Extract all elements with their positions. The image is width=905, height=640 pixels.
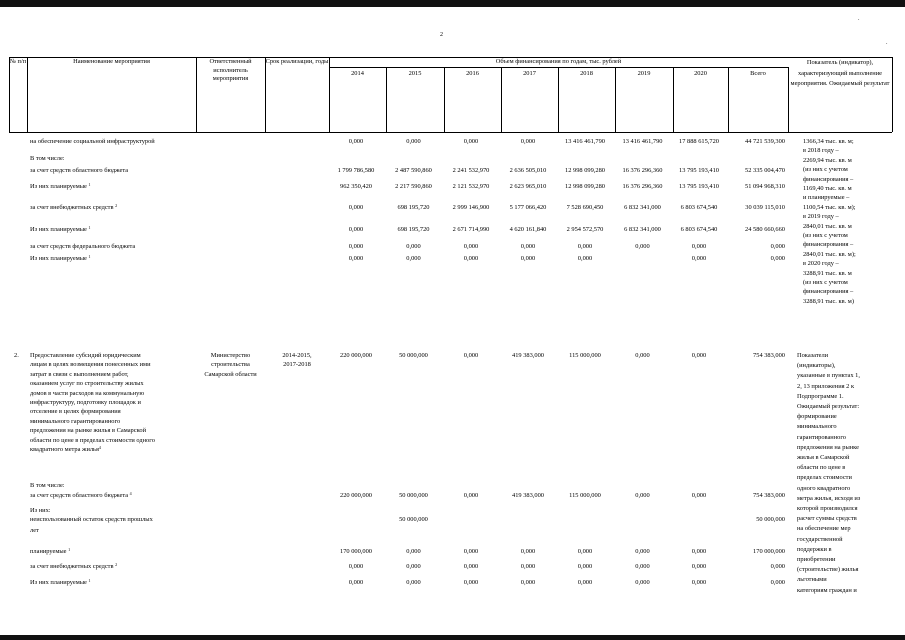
row-label-text: за счет средств областного бюджета [30, 167, 129, 174]
name-line-text: инфраструктуру, подготовку площадок и [30, 399, 141, 406]
header-col-divider [27, 57, 28, 132]
header-no: № п/п [9, 58, 27, 65]
value-cell: 0,000 [463, 492, 479, 499]
row-label [30, 492, 132, 501]
value-cell: 50 000,000 [756, 516, 785, 523]
value-cell: 0,000 [577, 563, 593, 570]
row-label-text: Из них планируемые [30, 579, 87, 586]
header-col-divider [265, 57, 266, 132]
value-cell: 0,000 [577, 548, 593, 555]
indicator-line: государственной [797, 535, 843, 543]
name-line-text: оказанием услуг по строительству жилых [30, 380, 144, 388]
value-cell: 0,000 [406, 255, 421, 262]
indicator-line: 2, 13 приложения 2 к [797, 382, 855, 390]
value-cell: 50 000,000 [399, 492, 428, 499]
value-cell: 0,000 [463, 579, 479, 586]
indicator-line: 1366,34 тыс. кв. м; [803, 138, 854, 145]
value-cell: 6 803 674,540 [680, 204, 718, 211]
indicator-line: (из них с учетом [803, 232, 848, 239]
executor-line: Министерство [210, 352, 251, 359]
row-label [30, 204, 117, 213]
value-cell: 419 383,000 [512, 352, 544, 359]
indicator-line: (из них с учетом [803, 279, 848, 286]
value-cell: 0,000 [635, 352, 650, 359]
page-number: 2 [440, 32, 443, 38]
value-cell: 0,000 [463, 352, 479, 359]
row-label [30, 183, 91, 192]
value-cell: 6 832 341,000 [624, 226, 661, 233]
name-line [30, 437, 155, 446]
value-cell: 0,000 [520, 243, 536, 250]
value-cell: 6 803 674,540 [680, 226, 718, 233]
value-cell: 24 580 660,660 [745, 226, 785, 233]
value-cell: 0,000 [348, 243, 364, 250]
value-cell: 0,000 [463, 563, 479, 570]
value-cell: 0,000 [635, 243, 650, 250]
value-cell: 50 000,000 [399, 516, 428, 523]
indicator-line: одного квадратного [797, 484, 851, 492]
indicator-line: 1100,54 тыс. кв. м); [803, 203, 856, 211]
footnote-marker: 2 [115, 203, 118, 208]
value-cell: 0,000 [770, 563, 785, 570]
row-label [30, 563, 117, 572]
row-label-text: за счет внебюджетных средств [30, 204, 114, 211]
indicator-line: на обеспечение мер [797, 525, 851, 533]
indicator-line: минимального [797, 423, 837, 431]
row-label-text: Из них: [30, 507, 51, 514]
value-cell: 0,000 [691, 563, 707, 570]
value-cell: 0,000 [463, 138, 479, 145]
indicator-line: в 2018 году – [803, 147, 839, 155]
name-line [30, 352, 141, 361]
value-cell: 0,000 [520, 548, 536, 555]
indicator-line: льготными [797, 576, 827, 584]
value-cell: 419 383,000 [512, 492, 544, 499]
row-label-text: за счет средств областного бюджета [30, 492, 129, 499]
value-cell: 4 620 161,840 [509, 226, 547, 233]
indicator-line: Показатели [797, 352, 829, 359]
indicator-line: 2840,01 тыс. кв. м); [803, 250, 856, 258]
indicator-line: которой производился [797, 505, 858, 512]
value-cell: 2 217 590,860 [395, 183, 432, 190]
indicator-line: финансирования – [803, 288, 854, 296]
value-cell: 12 998 099,280 [565, 167, 605, 174]
value-cell: 0,000 [691, 352, 707, 359]
name-line [30, 446, 101, 455]
value-cell: 0,000 [406, 548, 421, 555]
value-cell: 1 799 786,580 [337, 167, 375, 174]
indicator-line: области по цене в [797, 464, 846, 472]
indicator-line: расчет суммы средств [797, 515, 857, 523]
name-line-text: Предоставление субсидий юридическим [30, 352, 141, 359]
name-line-text: квадратного метра жилья [30, 446, 99, 453]
value-cell: 13 795 193,410 [679, 167, 719, 174]
value-cell: 2 623 965,010 [509, 183, 547, 190]
value-cell: 0,000 [406, 563, 421, 570]
value-cell: 0,000 [770, 243, 785, 250]
row-label-text: на обеспечение социальной инфраструктурой [30, 138, 155, 145]
value-cell: 44 721 539,300 [745, 138, 785, 145]
value-cell: 0,000 [463, 255, 479, 262]
row-label-text: планируемые [30, 548, 67, 555]
indicator-line: поддержки в [797, 545, 832, 553]
value-cell: 0,000 [635, 492, 650, 499]
value-cell: 0,000 [691, 255, 707, 262]
name-line-text: области по цене в пределах стоимости одного [30, 436, 155, 444]
value-cell: 0,000 [691, 579, 707, 586]
row-label-text: за счет внебюджетных средств [30, 563, 114, 570]
header-year: 2018 [580, 70, 593, 77]
value-cell: 0,000 [348, 204, 364, 211]
name-line [30, 371, 129, 380]
name-line [30, 427, 146, 436]
indicator-line: (строительстве) жилья [797, 566, 859, 574]
indicator-line: в 2020 году – [803, 260, 839, 268]
row-label-text: В том числе: [30, 155, 65, 162]
value-cell: 0,000 [577, 255, 593, 262]
indicator-line: 2269,94 тыс. кв. м [803, 156, 852, 164]
header-year: 2020 [694, 70, 707, 77]
value-cell: 0,000 [520, 579, 536, 586]
period-line: 2014-2015, [282, 352, 312, 359]
scan-mark: . [886, 40, 888, 46]
header-indicator: Показатель (индикатор), характеризующий выполнение мероприятия. Ожидаемый результат [790, 59, 890, 88]
value-cell: 0,000 [770, 579, 785, 586]
value-cell: 2 487 590,860 [395, 167, 432, 174]
row-label [30, 243, 135, 252]
value-cell: 13 416 461,790 [622, 138, 663, 145]
value-cell: 0,000 [691, 492, 707, 499]
indicator-line: 2840,01 тыс. кв. м [803, 222, 852, 230]
indicator-line: категориям граждан и [797, 586, 857, 594]
period-line: 2017-2018 [283, 361, 311, 369]
indicator-line: метра жилья, исходя из [797, 494, 861, 502]
footnote-marker: 1 [68, 547, 71, 552]
name-line-text: предложения на рынке жилья в Самарской [30, 427, 146, 435]
value-cell: 0,000 [635, 548, 650, 555]
value-cell: 0,000 [463, 243, 479, 250]
header-name: Наименование мероприятия [73, 58, 150, 65]
footnote-marker: 4 [129, 491, 132, 496]
row-label [30, 226, 91, 235]
name-line-text: домов в части расходов на коммунальную [30, 389, 145, 397]
row-label [30, 482, 65, 491]
value-cell: 0,000 [348, 579, 364, 586]
value-cell: 754 383,000 [753, 352, 785, 359]
value-cell: 115 000,000 [569, 352, 601, 359]
indicator-line: формирование [797, 413, 837, 421]
value-cell: 52 335 004,470 [745, 167, 785, 174]
value-cell: 0,000 [520, 563, 536, 570]
value-cell: 0,000 [635, 563, 650, 570]
header-bottom-line [9, 132, 892, 133]
footnote-marker: 2 [115, 562, 118, 567]
row-label [30, 138, 155, 147]
row-label [30, 516, 153, 525]
value-cell: 0,000 [348, 255, 364, 262]
header-financing: Объем финансирования по годам, тыс. рублей [495, 58, 622, 65]
footnote-marker: 1 [88, 254, 91, 259]
footnote-marker: 1 [88, 182, 91, 187]
name-line [30, 390, 144, 399]
value-cell: 2 999 146,900 [452, 204, 490, 211]
row-label [30, 579, 91, 588]
value-cell: 0,000 [635, 579, 650, 586]
indicator-line: 3288,91 тыс. кв. м [803, 269, 852, 277]
row-label [30, 507, 51, 516]
top-scan-border [0, 0, 905, 7]
indicator-line: указанные в пунктах 1, [797, 372, 860, 380]
indicator-line: (индикаторы), [797, 362, 836, 370]
value-cell: 0,000 [406, 138, 421, 145]
row-label-text: В том числе: [30, 482, 65, 489]
header-right-line [892, 57, 893, 132]
row-label-text: Из них планируемые [30, 226, 87, 233]
indicator-line: Ожидаемый результат: [797, 403, 860, 410]
bottom-scan-border [0, 635, 905, 640]
header-col-divider [329, 57, 330, 132]
row-label-text: Из них планируемые [30, 255, 87, 262]
value-cell: 2 954 572,570 [566, 226, 604, 233]
indicator-line: финансирования – [803, 241, 854, 249]
value-cell: 220 000,000 [340, 352, 372, 359]
header-left-line [9, 57, 10, 132]
value-cell: 2 121 532,970 [452, 183, 490, 190]
value-cell: 0,000 [520, 255, 536, 262]
header-year: 2014 [351, 70, 364, 77]
indicator-line: в 2019 году – [803, 213, 839, 221]
value-cell: 0,000 [577, 579, 593, 586]
header-period: Срок реализации, годы [265, 58, 329, 65]
value-cell: 6 832 341,000 [624, 204, 661, 211]
row-label [30, 527, 39, 536]
value-cell: 5 177 066,420 [509, 204, 547, 211]
value-cell: 13 795 193,410 [679, 183, 719, 190]
value-cell: 0,000 [348, 138, 364, 145]
value-cell: 170 000,000 [753, 548, 785, 555]
value-cell: 0,000 [770, 255, 785, 262]
value-cell: 0,000 [348, 563, 364, 570]
value-cell: 0,000 [577, 243, 593, 250]
indicator-line: предложения на рынке [797, 443, 859, 451]
row-label-text: лет [30, 527, 39, 534]
value-cell: 2 636 505,010 [509, 167, 547, 174]
footnote-marker: 1 [88, 225, 91, 230]
value-cell: 0,000 [520, 138, 536, 145]
footnote-marker: 4 [98, 445, 101, 450]
value-cell: 7 528 690,450 [566, 204, 604, 211]
footnote-marker: 1 [88, 578, 91, 583]
value-cell: 30 039 115,010 [745, 204, 785, 211]
value-cell: 16 376 296,360 [622, 167, 663, 174]
name-line [30, 361, 151, 370]
value-cell: 698 195,720 [397, 226, 430, 233]
indicator-line: гарантированного [797, 433, 846, 441]
header-year: Всего [750, 70, 766, 77]
row-label [30, 167, 128, 176]
name-line-text: лицам в целях возмещения понесенных ими [30, 361, 151, 369]
value-cell: 13 416 461,790 [565, 138, 605, 145]
header-year: 2019 [637, 70, 651, 77]
value-cell: 220 000,000 [340, 492, 372, 499]
row-label [30, 548, 70, 557]
indicator-line: финансирования – [803, 175, 854, 183]
scan-mark: . [858, 16, 860, 22]
indicator-line: приобретении [797, 556, 836, 563]
value-cell: 0,000 [348, 226, 364, 233]
value-cell: 962 350,420 [340, 183, 372, 190]
header-executor: Ответственный исполнитель мероприятия [209, 58, 252, 83]
value-cell: 0,000 [691, 548, 707, 555]
value-cell: 0,000 [691, 243, 707, 250]
name-line-text: затрат в связи с выполнением работ, [30, 370, 129, 378]
header-year: 2016 [466, 70, 479, 77]
value-cell: 17 888 615,720 [679, 138, 719, 145]
value-cell: 698 195,720 [397, 204, 430, 211]
indicator-line: 1169,40 тыс. кв. м [803, 185, 852, 192]
value-cell: 170 000,000 [340, 548, 372, 555]
row-label-text: за счет средств федерального бюджета [30, 243, 136, 250]
value-cell: 115 000,000 [569, 492, 601, 499]
row-number: 2. [14, 352, 19, 359]
value-cell: 50 000,000 [399, 352, 428, 359]
name-line [30, 399, 141, 408]
indicator-line: Подпрограмме 1. [797, 392, 844, 400]
value-cell: 0,000 [406, 243, 421, 250]
name-line-text: минимального гарантированного [30, 417, 121, 425]
header-col-divider [788, 67, 789, 132]
indicator-line: жилья в Самарской [797, 454, 850, 461]
value-cell: 51 094 968,310 [745, 183, 785, 190]
value-cell: 754 383,000 [753, 492, 785, 499]
value-cell: 0,000 [463, 548, 479, 555]
row-label [30, 255, 91, 264]
name-line [30, 418, 120, 427]
row-label-text: Из них планируемые [30, 183, 87, 190]
row-label-text: неиспользованный остаток средств прошлых [30, 516, 153, 523]
indicator-line: и планируемые – [803, 194, 850, 202]
value-cell: 0,000 [406, 579, 421, 586]
value-cell: 2 241 532,970 [452, 167, 490, 174]
name-line [30, 408, 121, 417]
indicator-line: (из них с учетом [803, 166, 848, 174]
name-line-text: отселение в целях формирования [30, 408, 121, 416]
executor-line: строительства [211, 361, 250, 369]
executor-line: Самарской области [204, 370, 257, 378]
value-cell: 2 671 714,990 [452, 226, 490, 233]
header-year: 2015 [408, 70, 422, 77]
header-year: 2017 [523, 70, 536, 77]
row-label [30, 155, 65, 164]
indicator-line: 3288,91 тыс. кв. м) [803, 297, 854, 305]
indicator-line: пределах стоимости [797, 474, 852, 482]
value-cell: 16 376 296,360 [622, 183, 663, 190]
value-cell: 12 998 099,280 [565, 183, 605, 190]
name-line [30, 380, 144, 389]
